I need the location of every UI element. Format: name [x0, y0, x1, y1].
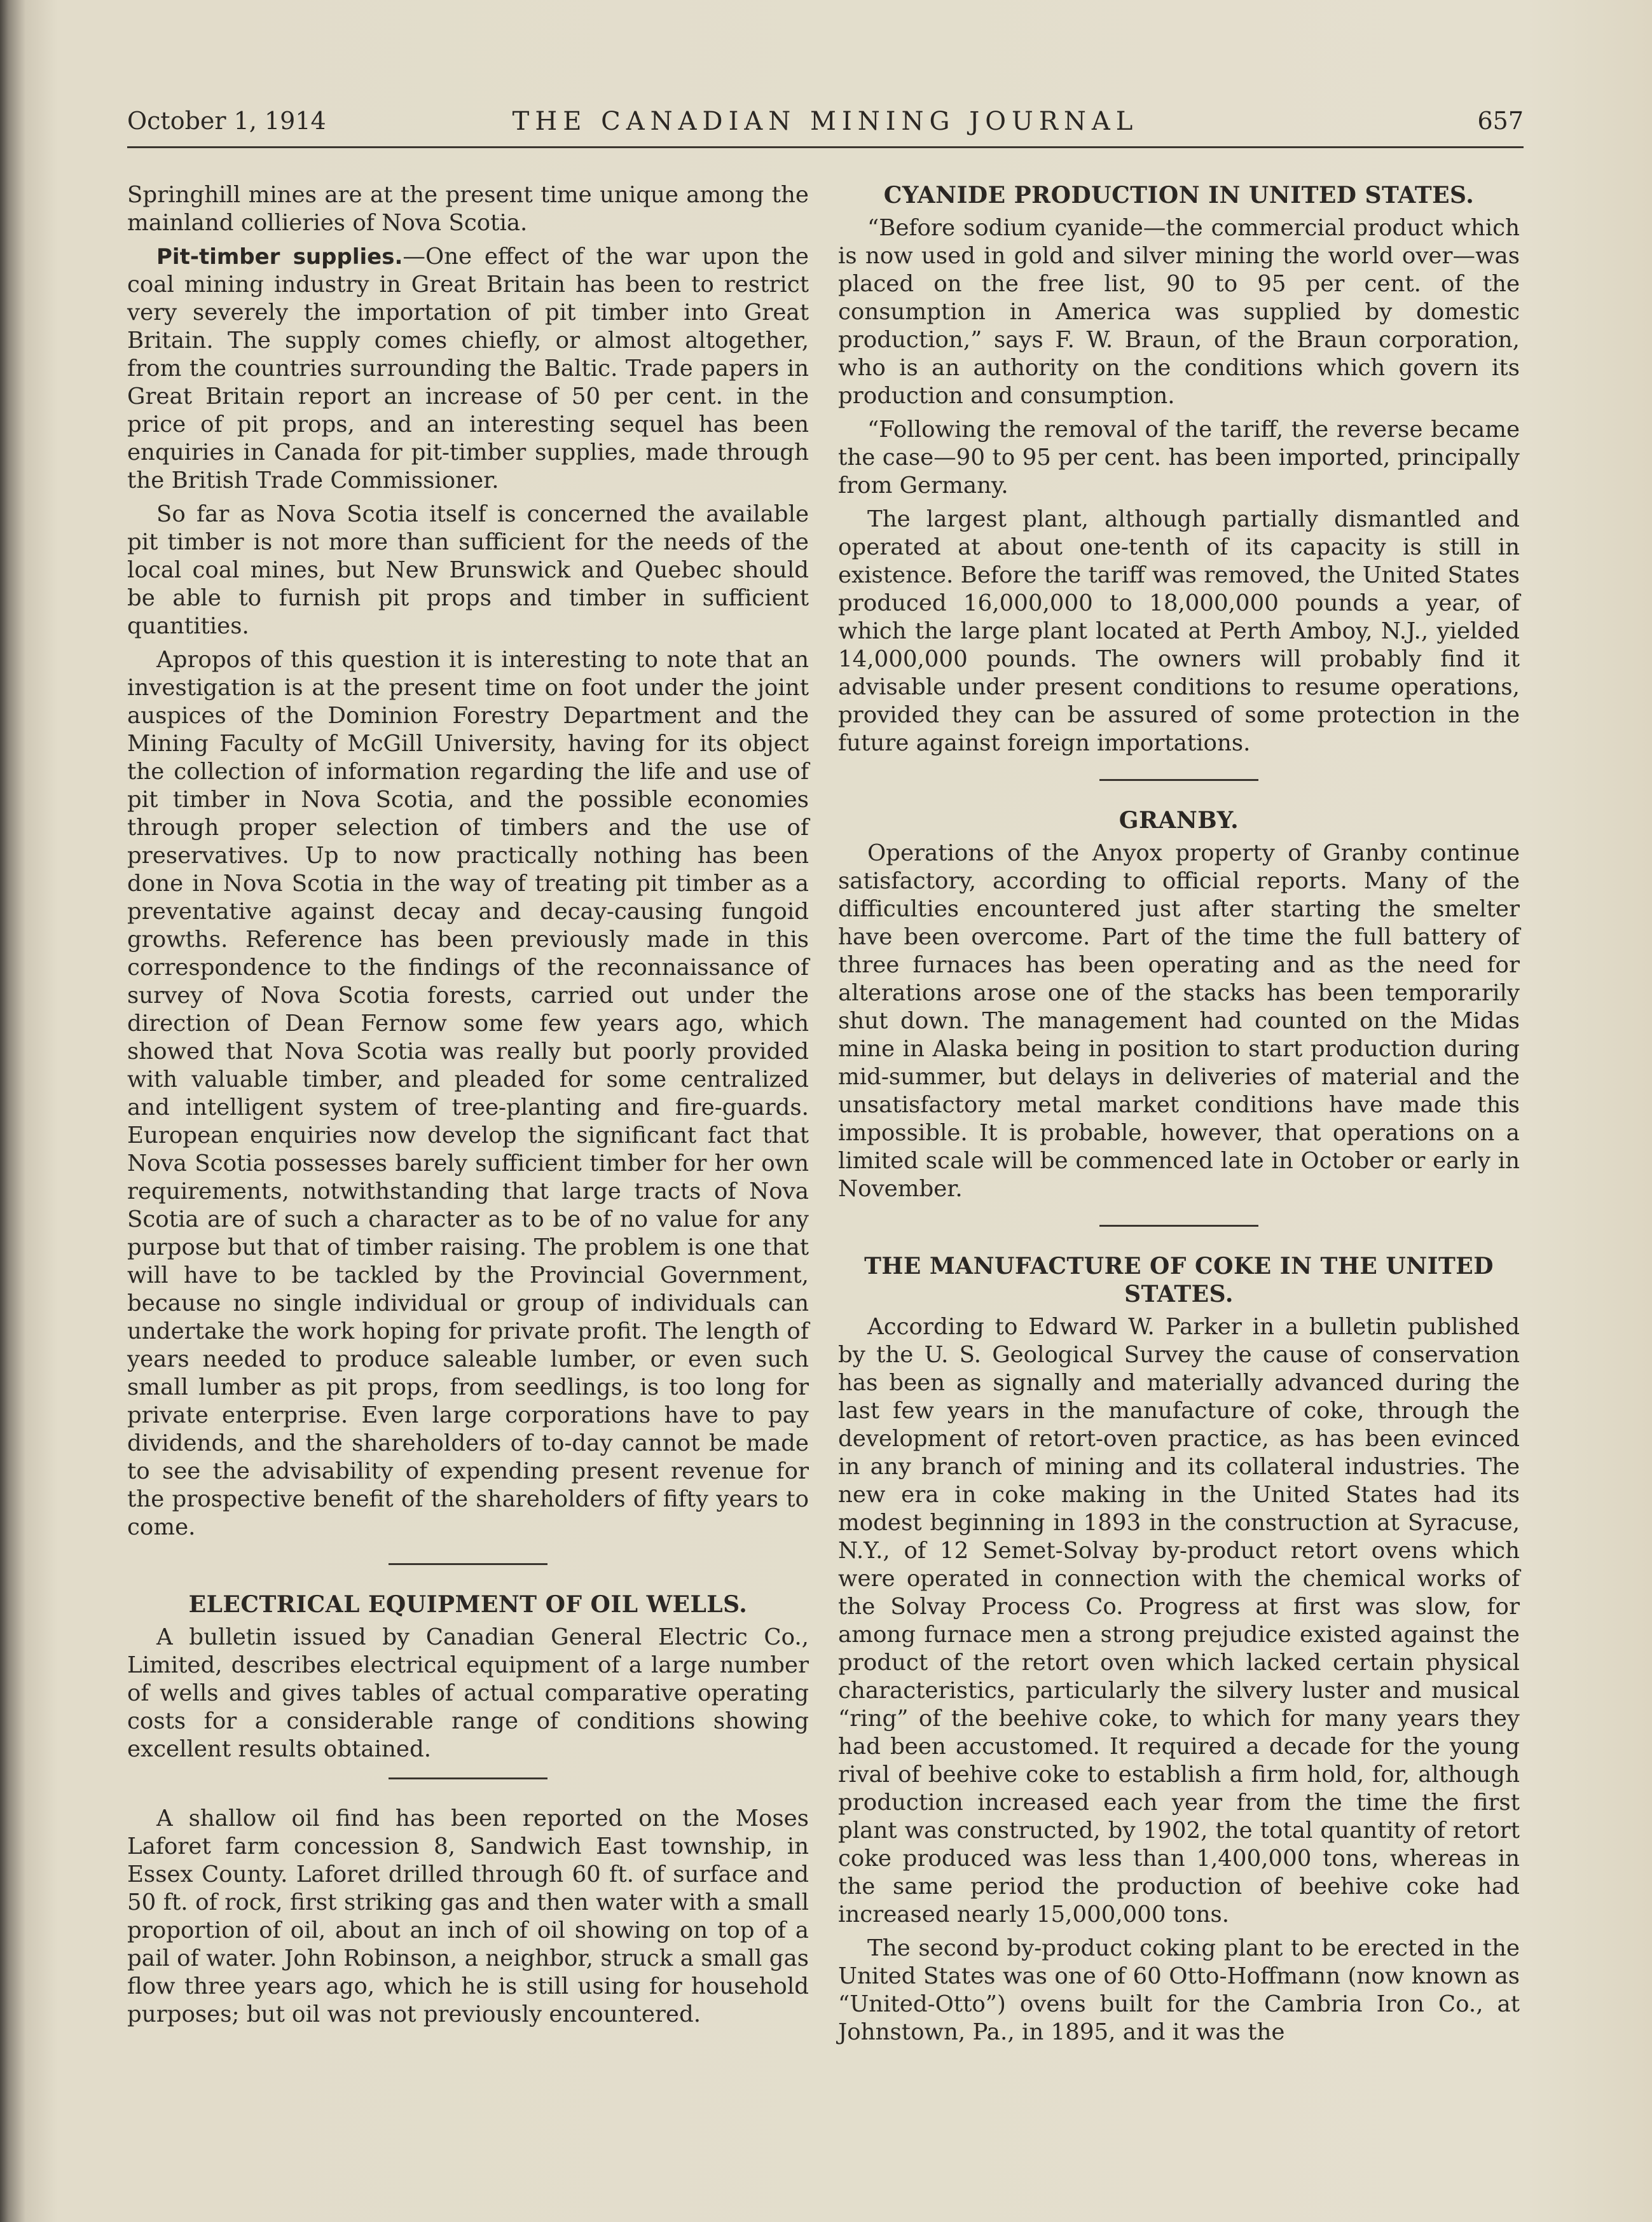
paragraph-coke-1: According to Edward W. Parker in a bulletin published by the U. S. Geological Survey the cause of conservation has been as signally and materially advanced during the last few years in the manufacture of coke, through the development of retort-oven practice, as has been evinced in any branch of mining and its collateral industries. The new era in coke making in the United States had its modest beginning in 1893 in the construction at Syracuse, N.Y., of 12 Semet-Solvay by-product retort ovens which were operated in connection with the chemical works of the Solvay Process Co. Progress at first was slow, for among furnace men a strong prejudice existed against the product of the retort oven which lacked certain physical characteristics, particularly the silvery luster and musical “ring” of the beehive coke, to which for many years they had been accustomed. It required a decade for the young rival of beehive coke to establish a firm hold, for, although production increased each year from the time the first plant was constructed, by 1902, the total quantity of retort coke produced was less than 1,400,000 tons, whereas in the same period the production of beehive coke had increased nearly 15,000,000 tons. [838, 1314, 1520, 1928]
page-number: 657 [1477, 107, 1524, 135]
headline-coke-manufacture: THE MANUFACTURE OF COKE IN THE UNITED STATES. [864, 1253, 1494, 1308]
paragraph-springhill: Springhill mines are at the present time unique among the mainland collieries of Nova Scotia. [127, 182, 809, 236]
paragraph-cyanide-3: The largest plant, although partially dismantled and operated at about one-tenth of its capacity is still in existence. Before the tariff was removed, the United States produced 16,000,000 to 18,000,000 pounds a year, of which the large plant located at Perth Amboy, N.J., yielded 14,000,000 pounds. The owners will probably find it advisable under present conditions to resume operations, provided they can be assured of some protection in the future against foreign importations. [838, 506, 1520, 756]
journal-title: THE CANADIAN MINING JOURNAL [512, 107, 1139, 136]
section-divider [1099, 779, 1258, 781]
runin-heading-pit-timber: Pit-timber supplies. [156, 244, 403, 270]
headline-granby: GRANBY. [1119, 807, 1239, 834]
paragraph-oil-find: A shallow oil find has been reported on the Moses Laforet farm concession 8, Sandwich East township, in Essex County. Laforet drilled through 60 ft. of surface and 50 ft. of rock, first striking gas and then water with a small proportion of oil, about an inch of oil showing on top of a pail of water. John Robinson, a neighbor, struck a small gas flow three years ago, which he is still using for household purposes; but oil was not previously encountered. [127, 1805, 809, 2027]
right-column [838, 181, 1520, 2052]
paragraph-pit-timber [127, 243, 809, 495]
paragraph-coke-2: The second by-product coking plant to be erected in the United States was one of 60 Otto-Hoffmann (now known as “United-Otto”) ovens built for the Cambria Iron Co., at Johnstown, Pa., in 1895, and it was the [838, 1935, 1520, 2045]
section-divider [389, 1563, 547, 1565]
left-column [127, 181, 809, 2034]
paragraph-cyanide-2: “Following the removal of the tariff, the reverse became the case—90 to 95 per cent. has been imported, principally from Germany. [838, 417, 1520, 499]
paragraph-nova-scotia: So far as Nova Scotia itself is concerned the available pit timber is not more than sufficient for the needs of the local coal mines, but New Brunswick and Quebec should be able to furnish pit props and timber in sufficient quantities. [127, 501, 809, 639]
running-header [127, 107, 1524, 148]
issue-date: October 1, 1914 [127, 107, 326, 135]
paragraph-bulletin: A bulletin issued by Canadian General Electric Co., Limited, describes electrical equipment of a large number of wells and gives tables of actual comparative operating costs for a considerable range of conditions showing excellent results obtained. [127, 1624, 809, 1762]
paragraph-apropos: Apropos of this question it is interesting to note that an investigation is at the present time on foot under the joint auspices of the Dominion Forestry Department and the Mining Faculty of McGill University, having for its object the collection of information regarding the life and use of pit timber in Nova Scotia, and the possible economies through proper selection of timbers and the use of preservatives. Up to now practically nothing has been done in Nova Scotia in the way of treating pit timber as a preventative against decay and decay-causing fungoid growths. Reference has been previously made in this correspondence to the findings of the reconnaissance of survey of Nova Scotia forests, carried out under the direction of Dean Fernow some few years ago, which showed that Nova Scotia was really but poorly provided with valuable timber, and pleaded for some centralized and intelligent system of tree-planting and fire-guards. European enquiries now develop the significant fact that Nova Scotia possesses barely sufficient timber for her own requirements, notwithstanding that large tracts of Nova Scotia are of such a character as to be of no value for any purpose but that of timber raising. The problem is one that will have to be tackled by the Provincial Government, because no single individual or group of individuals can undertake the work hoping for private profit. The length of years needed to produce saleable lumber, or even such small lumber as pit props, from seedlings, is too long for private enterprise. Even large corporations have to pay dividends, and the shareholders of to-day cannot be made to see the advisability of expending present revenue for the prospective benefit of the shareholders of fifty years to come. [127, 647, 809, 1540]
paragraph-cyanide-1: “Before sodium cyanide—the commercial product which is now used in gold and silver mining the world over—was placed on the free list, 90 to 95 per cent. of the consumption in America was supplied by domestic production,” says F. W. Braun, of the Braun corporation, who is an authority on the conditions which govern its production and consumption. [838, 215, 1520, 409]
paragraph-pit-timber-text: —One effect of the war upon the coal mining industry in Great Britain has been to restrict very severely the importation of pit timber into Great Britain. The supply comes chiefly, or almost altogether, from the countries surrounding the Baltic. Trade papers in Great Britain report an increase of 50 per cent. in the price of pit props, and an interesting sequel has been enquiries in Canada for pit-timber supplies, made through the British Trade Commissioner. [127, 244, 809, 493]
headline-cyanide: CYANIDE PRODUCTION IN UNITED STATES. [883, 182, 1475, 209]
headline-electrical-equipment: ELECTRICAL EQUIPMENT OF OIL WELLS. [188, 1591, 748, 1618]
paragraph-granby: Operations of the Anyox property of Granby continue satisfactory, according to official reports. Many of the difficulties encountered just after starting the smelter have been overcome. Part of the time the full battery of three furnaces has been operating and as the need for alterations arose one of the stacks has been temporarily shut down. The management had counted on the Midas mine in Alaska being in position to start production during mid-summer, but delays in deliveries of material and the unsatisfactory metal market conditions have made this impossible. It is probable, however, that operations on a limited scale will be commenced late in October or early in November. [838, 840, 1520, 1202]
section-divider [389, 1777, 547, 1779]
section-divider [1099, 1225, 1258, 1227]
